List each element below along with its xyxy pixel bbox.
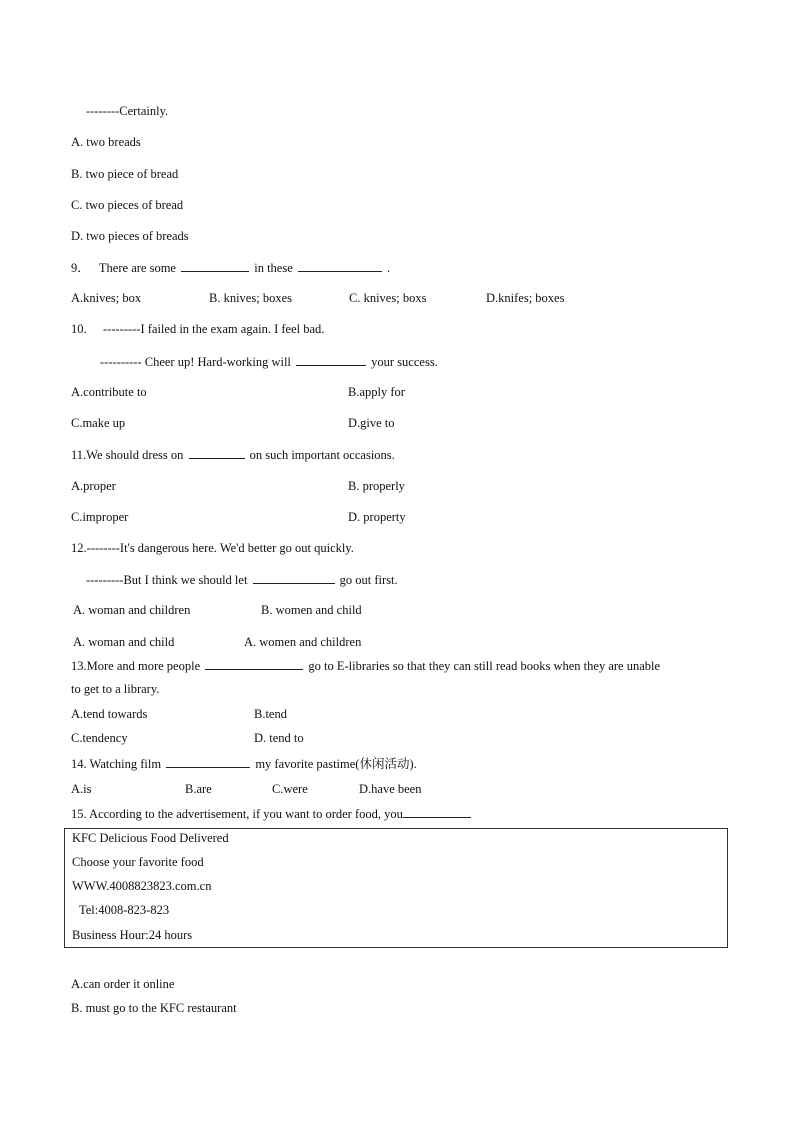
q10-option-a: A.contribute to bbox=[71, 385, 147, 399]
q15-blank bbox=[403, 805, 471, 818]
q13-line-2: to get to a library. bbox=[71, 682, 160, 696]
q9-option-a: A.knives; box bbox=[71, 291, 142, 305]
q9-stem bbox=[71, 259, 390, 276]
q9-option-c: C. knives; boxs bbox=[349, 291, 427, 305]
q10-option-d: D.give to bbox=[348, 416, 395, 430]
q14-option-b: B.are bbox=[185, 782, 212, 796]
dialogue-reply: --------Certainly. bbox=[86, 104, 169, 118]
ad-website: WWW.4008823823.com.cn bbox=[72, 879, 212, 893]
q14-text-2: my favorite pastime(休闲活动). bbox=[255, 757, 417, 771]
ad-phone: Tel:4008-823-823 bbox=[79, 903, 170, 917]
q13-option-c: C.tendency bbox=[71, 731, 128, 745]
q14-option-c: C.were bbox=[272, 782, 308, 796]
q12-line-2 bbox=[86, 571, 398, 588]
q13-line-1 bbox=[71, 657, 660, 674]
q10-line-1: ---------I failed in the exam again. I feel bad. bbox=[103, 322, 325, 336]
q11-stem bbox=[71, 446, 395, 463]
q13-blank bbox=[205, 657, 303, 670]
q12-option-b: B. women and child bbox=[261, 603, 362, 617]
q10-option-c: C.make up bbox=[71, 416, 126, 430]
q11-option-a: A.proper bbox=[71, 479, 116, 493]
q13-option-d: D. tend to bbox=[254, 731, 304, 745]
ad-headline: KFC Delicious Food Delivered bbox=[72, 831, 229, 845]
q15-option-a: A.can order it online bbox=[71, 977, 175, 991]
q9-blank-2 bbox=[298, 259, 382, 272]
ad-line-choose: Choose your favorite food bbox=[72, 855, 204, 869]
q13-text-2: go to E-libraries so that they can still read books when they are unable bbox=[308, 659, 661, 673]
q14-text-1: 14. Watching film bbox=[71, 757, 162, 771]
q13-option-a: A.tend towards bbox=[71, 707, 148, 721]
q8-option-d: D. two pieces of breads bbox=[71, 229, 189, 243]
q9-number: 9． bbox=[71, 261, 90, 275]
q12-line-1: 12.--------It's dangerous here. We'd better go out quickly. bbox=[71, 541, 354, 555]
q12-option-a: A. woman and children bbox=[73, 603, 191, 617]
q8-option-a: A. two breads bbox=[71, 135, 141, 149]
q15-text: 15. According to the advertisement, if you want to order food, you bbox=[71, 807, 403, 821]
q12-line-2-text-1: ---------But I think we should let bbox=[86, 573, 248, 587]
q13-text-1: 13.More and more people bbox=[71, 659, 201, 673]
q14-option-a: A.is bbox=[71, 782, 92, 796]
q12-option-d: A. women and children bbox=[244, 635, 362, 649]
q9-option-b: B. knives; boxes bbox=[209, 291, 292, 305]
q11-text-2: on such important occasions. bbox=[249, 448, 395, 462]
q9-blank-1 bbox=[181, 259, 249, 272]
ad-hours: Business Hour:24 hours bbox=[72, 928, 193, 942]
q9-option-d: D.knifes; boxes bbox=[486, 291, 565, 305]
q9-text-1: There are some bbox=[98, 261, 176, 275]
q11-text-1: 11.We should dress on bbox=[71, 448, 184, 462]
q14-stem bbox=[71, 755, 417, 772]
q15-option-b: B. must go to the KFC restaurant bbox=[71, 1001, 237, 1015]
q13-option-b: B.tend bbox=[254, 707, 287, 721]
q10-line-2-text-1: ---------- Cheer up! Hard-working will bbox=[100, 355, 291, 369]
q12-option-c: A. woman and child bbox=[73, 635, 175, 649]
q9-text-2: in these bbox=[254, 261, 293, 275]
q10-line-2-text-2: your success. bbox=[371, 355, 438, 369]
q14-blank bbox=[166, 755, 250, 768]
q11-blank bbox=[189, 446, 245, 459]
q8-option-b: B. two piece of bread bbox=[71, 167, 179, 181]
q15-stem bbox=[71, 805, 473, 822]
q12-blank bbox=[253, 571, 335, 584]
q11-option-d: D. property bbox=[348, 510, 406, 524]
q9-text-3: . bbox=[387, 261, 391, 275]
q8-option-c: C. two pieces of bread bbox=[71, 198, 184, 212]
q10-number: 10. bbox=[71, 322, 87, 336]
q14-option-d: D.have been bbox=[359, 782, 422, 796]
q11-option-c: C.improper bbox=[71, 510, 129, 524]
q10-line-2 bbox=[100, 353, 438, 370]
q11-option-b: B. properly bbox=[348, 479, 405, 493]
q12-line-2-text-2: go out first. bbox=[339, 573, 398, 587]
q10-option-b: B.apply for bbox=[348, 385, 405, 399]
advertisement-box bbox=[64, 828, 728, 948]
q10-blank bbox=[296, 353, 366, 366]
